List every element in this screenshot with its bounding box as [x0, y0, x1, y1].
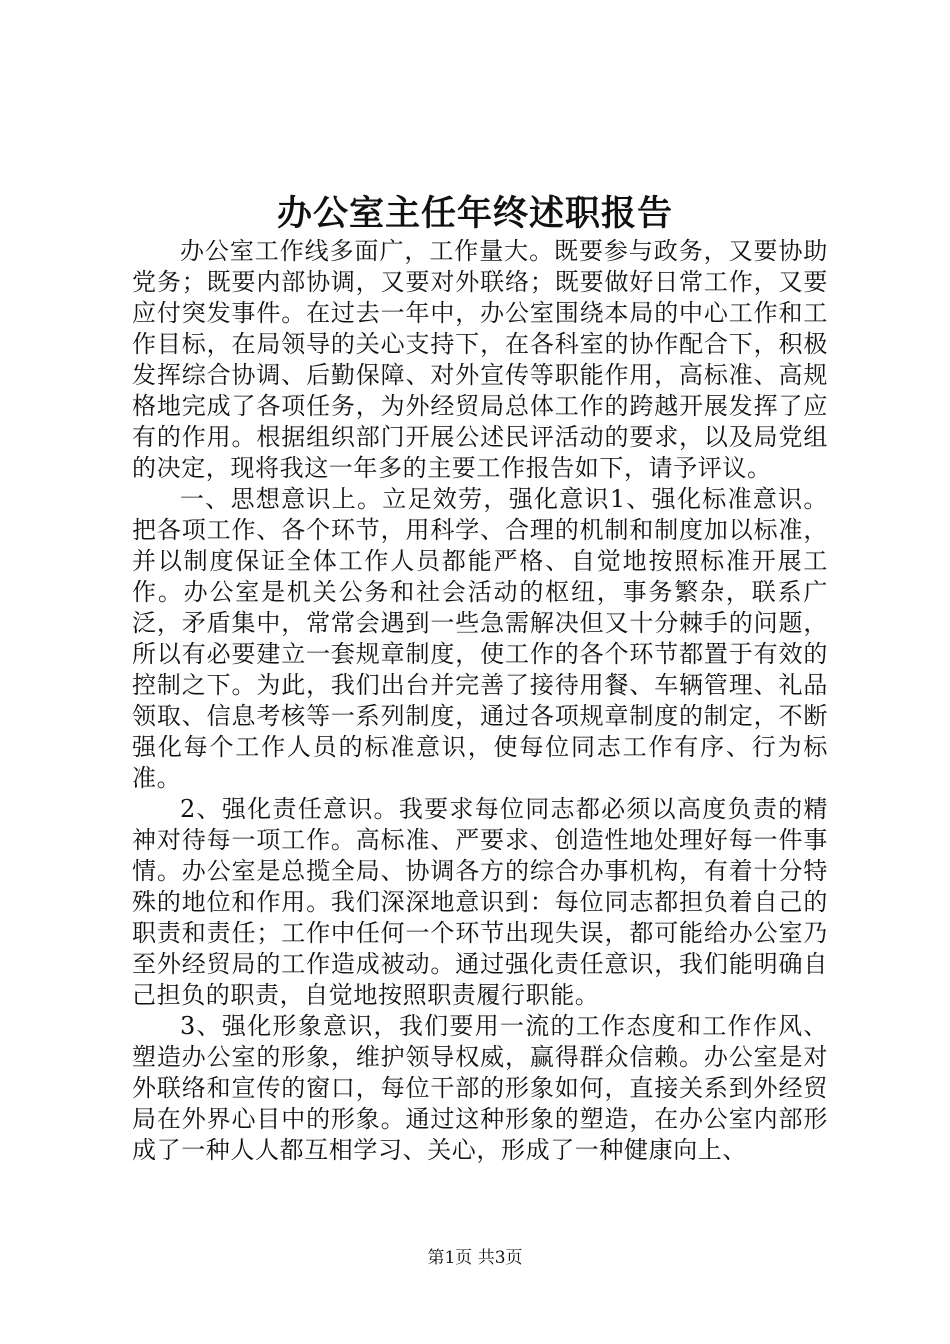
document-title: 办公室主任年终述职报告 [276, 193, 673, 234]
paragraph-responsibility: 2、强化责任意识。我要求每位同志都必须以高度负责的精神对待每一项工作。高标准、严要求、创造性地处理好每一件事情。办公室是总揽全局、协调各方的综合办事机构，有着十分特殊的地位和作用。我们深深地意识到：每位同志都担负着自己的职责和责任；工作中任何一个环节出现失误，都可能给办公室乃至外经贸局的工作造成被动。通过强化责任意识，我们能明确自己担负的职责，自觉地按照职责履行职能。 [132, 795, 828, 1009]
page-footer: 第1页 共3页 [427, 1248, 523, 1268]
paragraph-section-1: 一、思想意识上。立足效劳，强化意识1、强化标准意识。把各项工作、各个环节，用科学、合理的机制和制度加以标准，并以制度保证全体工作人员都能严格、自觉地按照标准开展工作。办公室是机关公务和社会活动的枢纽，事务繁杂，联系广泛，矛盾集中，常常会遇到一些急需解决但又十分棘手的问题，所以有必要建立一套规章制度，使工作的各个环节都置于有效的控制之下。为此，我们出台并完善了接待用餐、车辆管理、礼品领取、信息考核等一系列制度，通过各项规章制度的制定，不断强化每个工作人员的标准意识，使每位同志工作有序、行为标准。 [132, 485, 828, 792]
document-body [132, 236, 828, 1166]
paragraph-intro: 办公室工作线多面广，工作量大。既要参与政务，又要协助党务；既要内部协调，又要对外联络；既要做好日常工作，又要应付突发事件。在过去一年中，办公室围绕本局的中心工作和工作目标，在局领导的关心支持下，在各科室的协作配合下，积极发挥综合协调、后勤保障、对外宣传等职能作用，高标准、高规格地完成了各项任务，为外经贸局总体工作的跨越开展发挥了应有的作用。根据组织部门开展公述民评活动的要求，以及局党组的决定，现将我这一年多的主要工作报告如下，请予评议。 [132, 237, 828, 482]
paragraph-image: 3、强化形象意识，我们要用一流的工作态度和工作作风、塑造办公室的形象，维护领导权威，赢得群众信赖。办公室是对外联络和宣传的窗口，每位干部的形象如何，直接关系到外经贸局在外界心目中的形象。通过这种形象的塑造，在办公室内部形成了一种人人都互相学习、关心，形成了一种健康向上、 [132, 1012, 828, 1164]
